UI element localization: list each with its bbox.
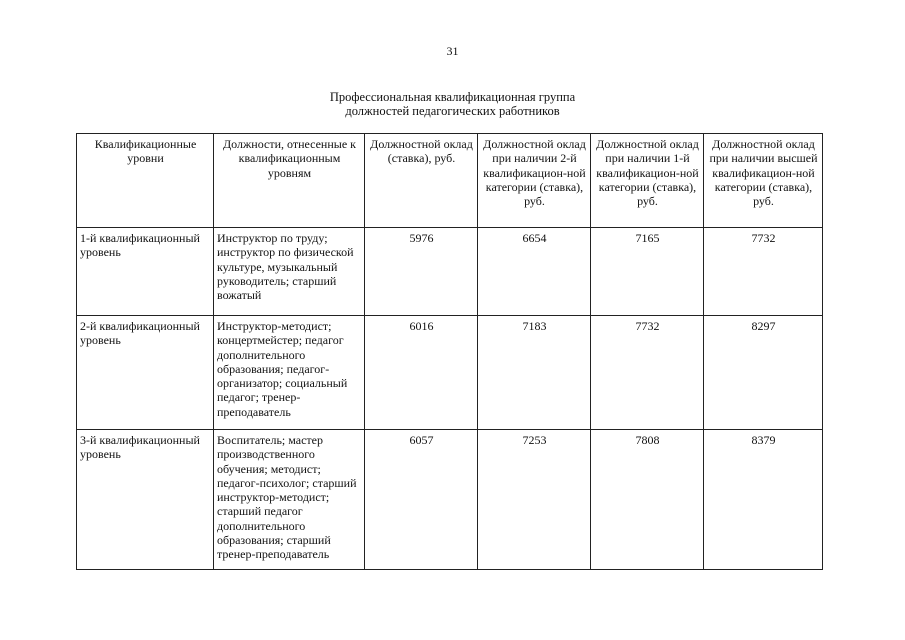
cell-salary-cat2: 6654 [478, 228, 591, 316]
cell-salary-base: 5976 [365, 228, 478, 316]
qualification-salary-table [76, 133, 823, 570]
table-row [77, 430, 823, 570]
cell-salary-cat2: 7253 [478, 430, 591, 570]
cell-positions: Воспитатель; мастер производственного обучения; методист; педагог-психолог; старший инструктор-методист; старший педагог дополнительного образования; старший тренер-преподаватель [214, 430, 365, 570]
table-row [77, 316, 823, 430]
header-positions: Должности, отнесенные к квалификационным уровням [214, 134, 365, 228]
header-salary-cat2: Должностной оклад при наличии 2-й квалификацион-ной категории (ставка), руб. [478, 134, 591, 228]
page-number: 31 [446, 44, 459, 58]
table-row [77, 228, 823, 316]
header-level: Квалификационные уровни [77, 134, 214, 228]
cell-salary-cat1: 7165 [591, 228, 704, 316]
cell-salary-top: 8297 [704, 316, 823, 430]
header-salary-top: Должностной оклад при наличии высшей квалификацион-ной категории (ставка), руб. [704, 134, 823, 228]
cell-salary-cat1: 7732 [591, 316, 704, 430]
cell-salary-cat1: 7808 [591, 430, 704, 570]
cell-salary-cat2: 7183 [478, 316, 591, 430]
cell-salary-top: 8379 [704, 430, 823, 570]
cell-salary-base: 6016 [365, 316, 478, 430]
cell-positions: Инструктор-методист; концертмейстер; педагог дополнительного образования; педагог-организатор; социальный педагог; тренер-преподаватель [214, 316, 365, 430]
title-line-2: должностей педагогических работников [345, 104, 560, 118]
cell-level: 3-й квалификационный уровень [77, 430, 214, 570]
document-title [0, 90, 905, 118]
title-line-1: Профессиональная квалификационная группа [329, 90, 576, 104]
table-header-row [77, 134, 823, 228]
header-salary-cat1: Должностной оклад при наличии 1-й квалификацион-ной категории (ставка), руб. [591, 134, 704, 228]
header-salary-base: Должностной оклад (ставка), руб. [365, 134, 478, 228]
cell-salary-top: 7732 [704, 228, 823, 316]
cell-salary-base: 6057 [365, 430, 478, 570]
cell-positions: Инструктор по труду; инструктор по физической культуре, музыкальный руководитель; старший вожатый [214, 228, 365, 316]
cell-level: 2-й квалификационный уровень [77, 316, 214, 430]
cell-level: 1-й квалификационный уровень [77, 228, 214, 316]
